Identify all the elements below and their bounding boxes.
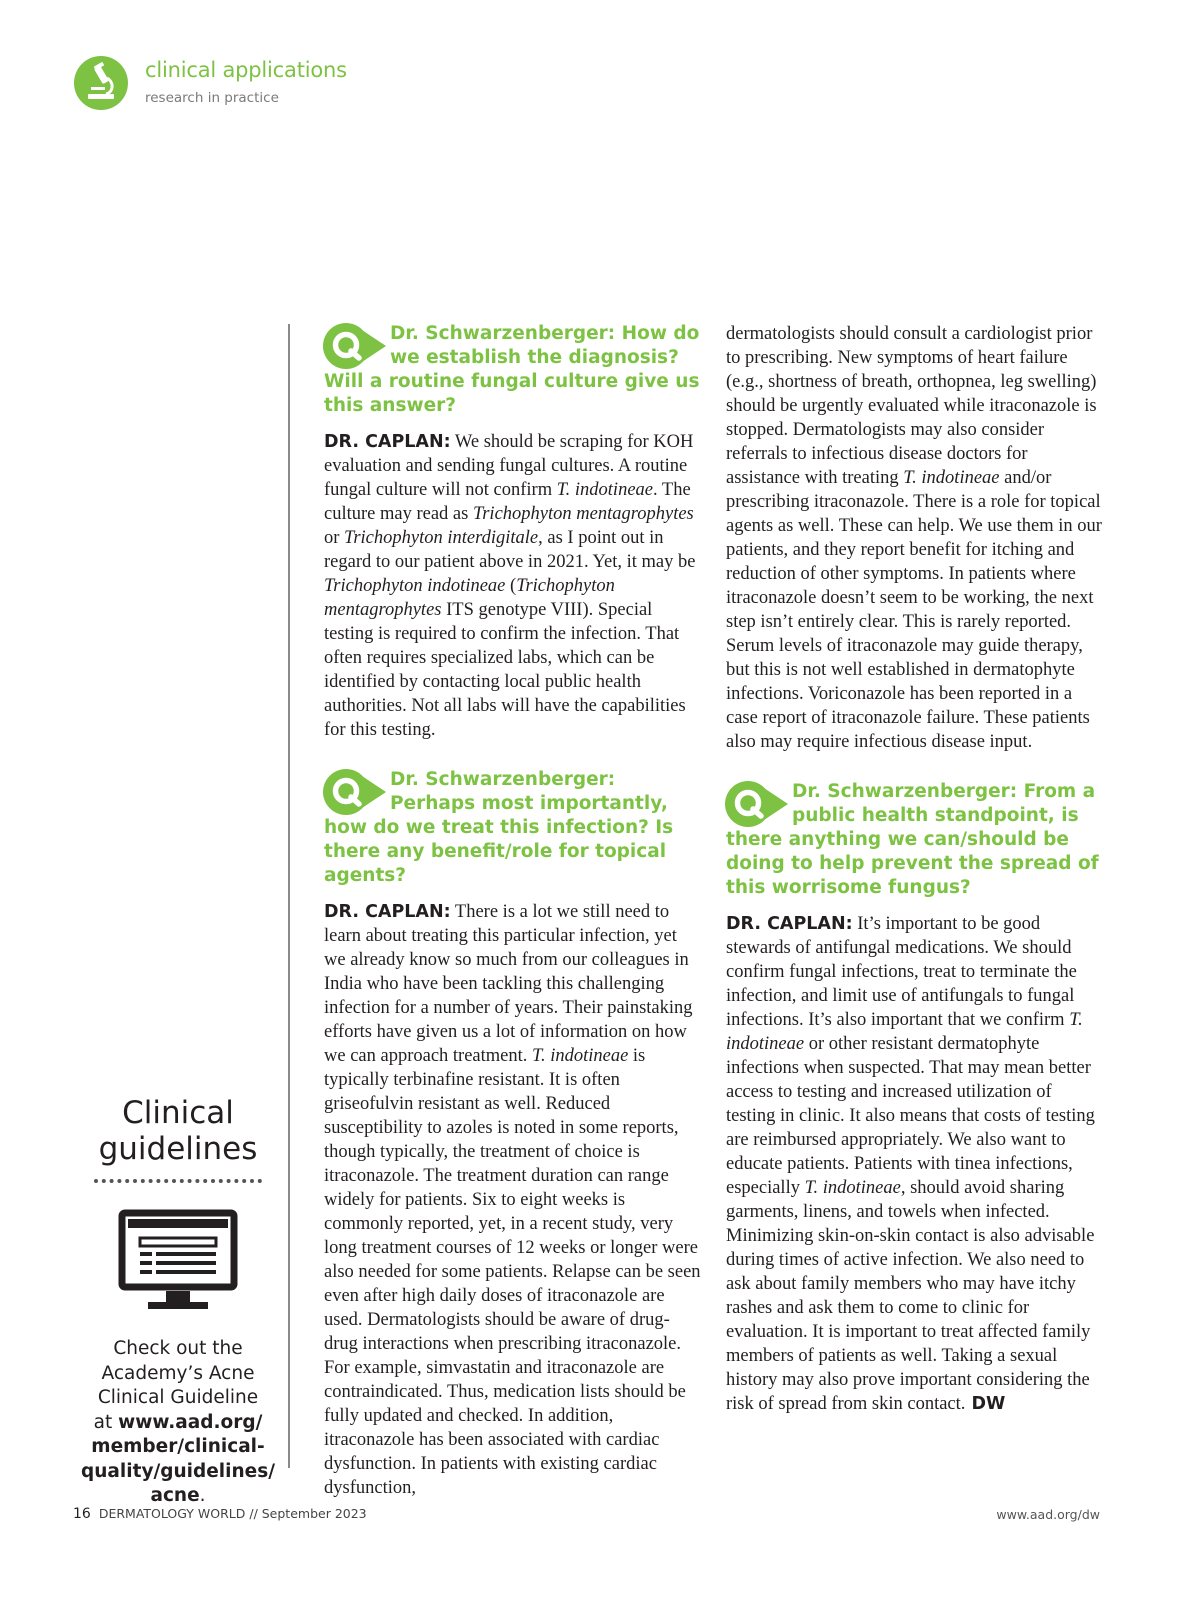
question-q-icon xyxy=(724,780,792,828)
dotted-divider xyxy=(94,1179,262,1183)
answer-2-continued: dermatologists should consult a cardiologist prior to prescribing. New symptoms of heart failure (e.g., shortness of breath, orthopnea, leg swelling) should be urgently evaluated while itraconazole is stopped. Dermatologists may also consider referrals to infectious disease doctors for assistance with treating T. indotineae and/or prescribing itraconazole. There is a role for topical agents as well. These can help. We use them in our patients, and they report benefit for itching and reduction of other symptoms. In patients where itraconazole doesn’t seem to be working, the next step isn’t entirely clear. This is rarely reported. Serum levels of itraconazole may guide therapy, but this is not well established in dermatophyte infections. Voriconazole has been reported in a case report of itraconazole failure. These patients also may require infectious disease input. xyxy=(726,324,1102,752)
publication-name: DERMATOLOGY WORLD // September 2023 xyxy=(98,1506,367,1521)
question-3 xyxy=(726,780,1104,900)
speaker-label: DR. CAPLAN: xyxy=(324,902,451,922)
question-3-text: Dr. Schwarzenberger: From a public health standpoint, is there anything we can/should be doing to help prevent the spread of this worrisome fungus? xyxy=(726,781,1099,898)
sidebar-heading xyxy=(78,1095,278,1167)
monitor-icon xyxy=(118,1209,238,1313)
question-1-text: Dr. Schwarzenberger: How do we establish the diagnosis? Will a routine fungal culture give us this answer? xyxy=(324,323,700,416)
guideline-link-part4[interactable]: acne xyxy=(150,1485,200,1506)
guideline-link-part3[interactable]: quality/guidelines/ xyxy=(81,1460,275,1482)
answer-1: DR. CAPLAN: We should be scraping for KOH evaluation and sending fungal cultures. A routine fungal culture will not confirm T. indotineae. The culture may read as Trichophyton mentagrophytes or Trichophyton interdigitale, as I point out in regard to our patient above in 2021. Yet, it may be Trichophyton indotineae (Trichophyton mentagrophytes ITS genotype VIII). Special testing is required to confirm the infection. That often requires specialized labs, which can be identified by contacting local public health authorities. Not all labs will have the capabilities for this testing. xyxy=(324,432,696,740)
section-subtitle: research in practice xyxy=(145,90,279,106)
footer-url-link[interactable]: www.aad.org/dw xyxy=(996,1507,1100,1522)
sidebar-callout xyxy=(78,1095,278,1509)
end-mark: DW xyxy=(965,1394,1006,1414)
speaker-label: DR. CAPLAN: xyxy=(324,432,451,452)
article-column-1 xyxy=(324,322,702,1500)
question-q-icon xyxy=(322,322,390,370)
question-2-text: Dr. Schwarzenberger: Perhaps most importantly, how do we treat this infection? Is there any benefit/role for topical agents? xyxy=(324,769,674,886)
guideline-link-part1[interactable]: www.aad.org/ xyxy=(118,1411,263,1433)
answer-2: DR. CAPLAN: There is a lot we still need to learn about treating this particular infection, yet we already know so much from our colleagues in India who have been tackling this challenging infection for a number of years. Their painstaking efforts have given us a lot of information on how we can approach treatment. T. indotineae is typically terbinafine resistant. It is often griseofulvin resistant as well. Reduced susceptibility to azoles is noted in some reports, though typically, the treatment of choice is itraconazole. The treatment duration can range widely for patients. Six to eight weeks is commonly reported, yet, in a recent study, very long treatment courses of 12 weeks or longer were also needed for some patients. Relapse can be seen even after high daily doses of itraconazole are used. Dermatologists should be aware of drug-drug interactions when prescribing itraconazole. For example, simvastatin and itraconazole are contraindicated. Thus, medication lists should be fully updated and checked. In addition, itraconazole has been associated with cardiac dysfunction. In patients with existing cardiac dysfunction, xyxy=(324,902,701,1498)
page-number: 16 xyxy=(73,1506,91,1522)
question-q-icon xyxy=(322,768,390,816)
sidebar-heading-line1: Clinical xyxy=(122,1095,234,1131)
footer-folio xyxy=(73,1506,367,1522)
column-divider xyxy=(288,324,290,1468)
section-logo xyxy=(74,56,128,110)
guideline-link-part2[interactable]: member/clinical- xyxy=(91,1436,265,1457)
article-column-2 xyxy=(726,322,1104,1416)
section-title: clinical applications xyxy=(145,58,347,82)
answer-3: DR. CAPLAN: It’s important to be good stewards of antifungal medications. We should confirm fungal infections, treat to terminate the infection, and limit use of antifungals to fungal infections. It’s also important that we confirm T. indotineae or other resistant dermatophyte infections when suspected. That may mean better access to testing and increased utilization of testing in clinic. It also means that costs of testing are reimbursed appropriately. We also want to educate patients. Patients with tinea infections, especially T. indotineae, should avoid sharing garments, linens, and towels when infected. Minimizing skin-on-skin contact is also advisable during times of active infection. We also need to ask about family members who may have itchy rashes and ask them to come to clinic for evaluation. It is important to treat affected family members of patients as well. Taking a sexual history may also prove important considering the risk of spread from skin contact. DW xyxy=(726,914,1095,1414)
sidebar-heading-line2: guidelines xyxy=(98,1131,258,1167)
sidebar-text: Check out the Academy’s Acne Clinical Guideline at www.aad.org/ member/clinical- quality/guidelines/ acne. xyxy=(81,1338,275,1506)
speaker-label: DR. CAPLAN: xyxy=(726,914,853,934)
microscope-icon xyxy=(74,56,128,110)
question-1 xyxy=(324,322,702,418)
question-2 xyxy=(324,768,702,888)
